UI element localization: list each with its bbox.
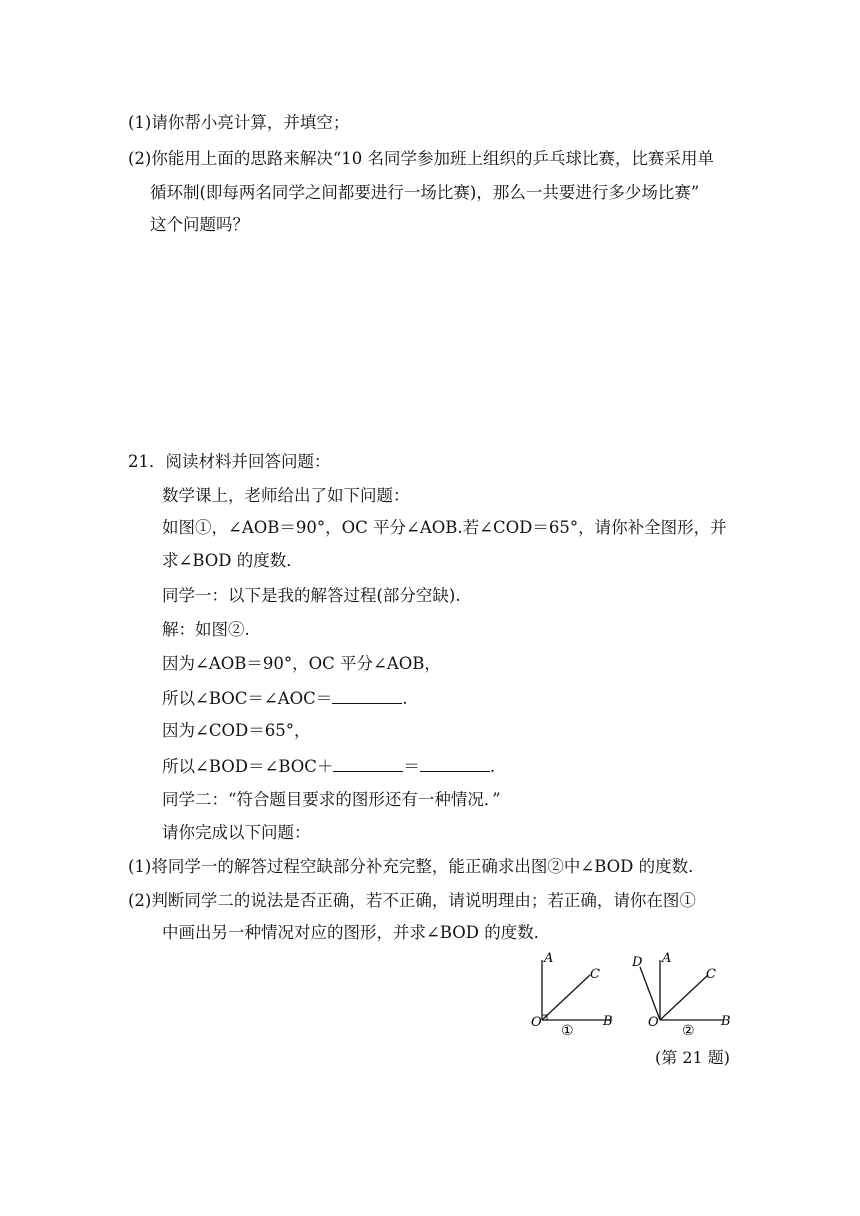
problem-intro: 数学课上，老师给出了如下问题： bbox=[162, 486, 410, 505]
label-c: C bbox=[706, 967, 716, 982]
question-2-line-3: 这个问题吗？ bbox=[150, 215, 249, 234]
question-2-line-2: 循环制(即每两名同学之间都要进行一场比赛)，那么一共要进行多少场比赛” bbox=[150, 183, 700, 202]
task-1: (1)将同学一的解答过程空缺部分补充完整，能正确求出图②中∠BOD 的度数． bbox=[128, 857, 705, 876]
solution-step-4 bbox=[162, 756, 495, 778]
figure-caption: (第 21 题) bbox=[655, 1048, 731, 1067]
solution-step-4-text: 所以∠BOD＝∠BOC＋ bbox=[162, 757, 334, 776]
figure-number: ① bbox=[561, 1023, 574, 1039]
question-2-line-1: (2)你能用上面的思路来解决“10 名同学参加班上组织的乒乓球比赛，比赛采用单 bbox=[128, 149, 715, 168]
problem-21-header: 21．阅读材料并回答问题： bbox=[128, 452, 331, 471]
label-b: B bbox=[721, 1014, 731, 1029]
figure-2 bbox=[620, 948, 740, 1042]
problem-statement-line-1: 如图①，∠AOB＝90°，OC 平分∠AOB.若∠COD＝65°，请你补全图形，并 bbox=[162, 518, 727, 537]
solution-step-4-end: . bbox=[489, 757, 496, 776]
label-d: D bbox=[632, 955, 643, 970]
figure-1 bbox=[528, 948, 628, 1042]
label-o: O bbox=[648, 1015, 659, 1030]
problem-statement-line-2: 求∠BOD 的度数． bbox=[162, 551, 303, 570]
student-one-note: 同学一：以下是我的解答过程(部分空缺). bbox=[162, 586, 461, 605]
answer-blank-1[interactable] bbox=[332, 689, 402, 704]
label-a: A bbox=[544, 951, 554, 966]
solution-step-2 bbox=[162, 688, 408, 710]
ray-oc bbox=[542, 975, 590, 1020]
label-a: A bbox=[662, 951, 672, 966]
solution-step-2-text: 所以∠BOC＝∠AOC＝ bbox=[162, 689, 333, 708]
student-two-note: 同学二：“符合题目要求的图形还有一种情况．” bbox=[162, 790, 501, 809]
figure-number: ② bbox=[682, 1023, 695, 1039]
solution-step-3: 因为∠COD＝65°， bbox=[162, 721, 311, 740]
task-intro: 请你完成以下问题： bbox=[162, 823, 311, 842]
ray-oc bbox=[660, 975, 708, 1020]
label-b: B bbox=[603, 1014, 613, 1029]
solution-step-2-end: . bbox=[402, 689, 408, 708]
solution-intro: 解：如图②. bbox=[162, 620, 250, 639]
label-c: C bbox=[590, 967, 600, 982]
task-2-line-1: (2)判断同学二的说法是否正确，若不正确，请说明理由；若正确，请你在图① bbox=[128, 891, 696, 910]
solution-step-1: 因为∠AOB＝90°，OC 平分∠AOB， bbox=[162, 654, 441, 673]
answer-blank-3[interactable] bbox=[420, 757, 490, 772]
solution-step-4-equals: ＝ bbox=[403, 757, 420, 776]
answer-blank-2[interactable] bbox=[333, 757, 403, 772]
task-2-line-2: 中画出另一种情况对应的图形，并求∠BOD 的度数． bbox=[162, 923, 551, 942]
ray-od bbox=[640, 967, 660, 1020]
question-1: (1)请你帮小亮计算，并填空； bbox=[128, 113, 350, 132]
label-o: O bbox=[531, 1015, 542, 1030]
